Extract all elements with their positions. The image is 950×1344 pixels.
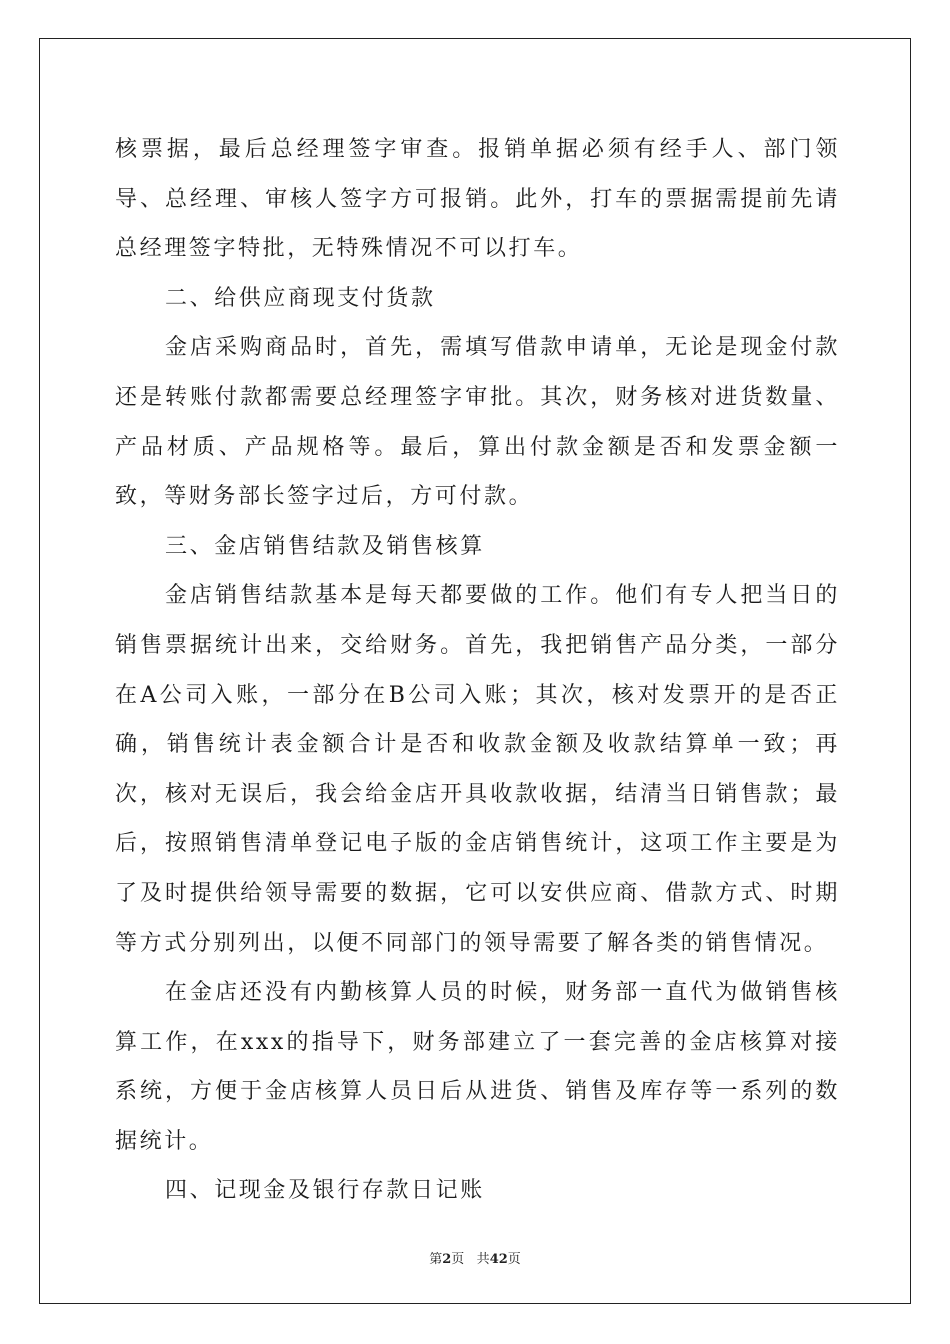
page-total: 42 — [489, 1252, 508, 1267]
page-suffix: 页 — [451, 1252, 465, 1267]
page-prefix: 第 — [429, 1252, 443, 1267]
paragraph-supplier-payment: 金店采购商品时，首先，需填写借款申请单，无论是现金付款还是转账付款都需要总经理签字审批。其次，财务核对进货数量、产品材质、产品规格等。最后，算出付款金额是否和发票金额一致，等财务部长签字过后，方可付款。 — [115, 335, 840, 510]
section-heading-4: 四、记现金及银行存款日记账 — [165, 1178, 485, 1204]
page-footer — [0, 1248, 950, 1267]
total-suffix: 页 — [507, 1252, 521, 1267]
section-heading-3: 三、金店销售结款及销售核算 — [165, 533, 485, 559]
section-heading-2: 二、给供应商现支付货款 — [165, 285, 436, 311]
paragraph-sales-accounting: 在金店还没有内勤核算人员的时候，财务部一直代为做销售核算工作，在xxx的指导下，财务部建立了一套完善的金店核算对接系统，方便于金店核算人员日后从进货、销售及库存等一系列的数据统计。 — [115, 980, 840, 1154]
page-current: 2 — [442, 1252, 452, 1267]
document-body — [115, 125, 840, 1216]
total-prefix: 共 — [476, 1252, 490, 1267]
paragraph-sales-settlement: 金店销售结款基本是每天都要做的工作。他们有专人把当日的销售票据统计出来，交给财务。首先，我把销售产品分类，一部分在A公司入账，一部分在B公司入账；其次，核对发票开的是否正确，销售统计表金额合计是否和收款金额及收款结算单一致；再次，核对无误后，我会给金店开具收款收据，结清当日销售款；最后，按照销售清单登记电子版的金店销售统计，这项工作主要是为了及时提供给领导需要的数据，它可以安供应商、借款方式、时期等方式分别列出，以便不同部门的领导需要了解各类的销售情况。 — [115, 583, 840, 956]
paragraph-continuation: 核票据，最后总经理签字审查。报销单据必须有经手人、部门领导、总经理、审核人签字方可报销。此外，打车的票据需提前先请总经理签字特批，无特殊情况不可以打车。 — [115, 137, 840, 262]
